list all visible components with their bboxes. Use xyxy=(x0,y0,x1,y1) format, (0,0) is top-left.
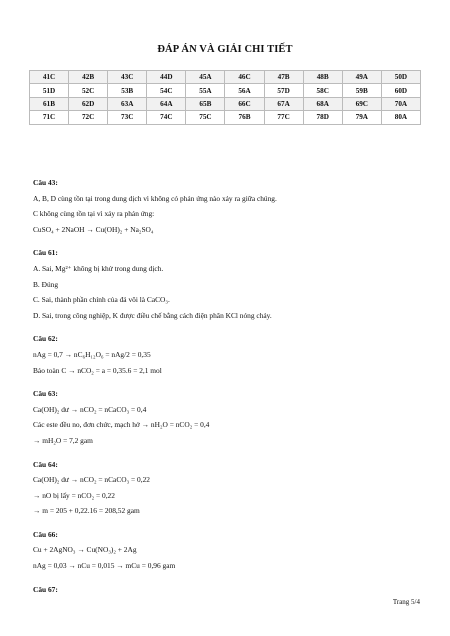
answer-cell: 68A xyxy=(303,97,342,110)
answer-row xyxy=(30,71,421,84)
answer-cell: 52C xyxy=(69,84,108,97)
solution-line: nAg = 0,7 → nC₆H₁₂O₆ = nAg/2 = 0,35 xyxy=(33,349,151,359)
solution-section xyxy=(33,457,422,519)
solution-section xyxy=(33,331,422,378)
answer-cell: 44D xyxy=(147,71,186,84)
answer-cell: 46C xyxy=(225,71,264,84)
answer-row xyxy=(30,111,421,124)
answer-cell: 65B xyxy=(186,97,225,110)
answer-cell: 63A xyxy=(108,97,147,110)
solution-line: Bảo toàn C → nCO₂ = a = 0,35.6 = 2,1 mol xyxy=(33,365,162,375)
answer-cell: 64A xyxy=(147,97,186,110)
solution-line: CuSO₄ + 2NaOH → Cu(OH)₂ + Na₂SO₄ xyxy=(33,224,154,234)
answer-cell: 42B xyxy=(69,71,108,84)
page-title: ĐÁP ÁN VÀ GIẢI CHI TIẾT xyxy=(157,44,293,55)
solution-line: C không cùng tồn tại vì xảy ra phản ứng: xyxy=(33,209,155,219)
solution-section xyxy=(33,245,422,323)
solution-line: nAg = 0,03 → nCu = 0,015 → mCu = 0,96 gam xyxy=(33,561,176,571)
answer-cell: 48B xyxy=(303,71,342,84)
answer-cell: 62D xyxy=(69,97,108,110)
answer-cell: 50D xyxy=(381,71,420,84)
answer-cell: 60D xyxy=(381,84,420,97)
answer-cell: 79A xyxy=(342,111,381,124)
section-heading: Câu 43: xyxy=(33,178,58,187)
answer-cell: 61B xyxy=(30,97,69,110)
section-heading: Câu 66: xyxy=(33,529,58,539)
section-heading: Câu 61: xyxy=(33,248,58,258)
answer-cell: 80A xyxy=(381,111,420,124)
answer-row xyxy=(30,84,421,97)
solution-line: → nO bị lấy = nCO₂ = 0,22 xyxy=(33,490,115,500)
answer-row xyxy=(30,97,421,110)
section-heading: Câu 63: xyxy=(33,389,58,399)
answer-cell: 51D xyxy=(30,84,69,97)
answer-cell: 74C xyxy=(147,111,186,124)
answer-cell: 66C xyxy=(225,97,264,110)
answer-cell: 43C xyxy=(108,71,147,84)
solutions-body xyxy=(33,175,422,605)
page-number: Trang 5/4 xyxy=(392,598,420,606)
solution-section xyxy=(33,386,422,448)
solution-line: B. Đúng xyxy=(33,279,59,289)
answer-cell: 49A xyxy=(342,71,381,84)
solution-line: D. Sai, trong công nghiệp, K được điều chế bằng cách điện phân KCl nóng chảy. xyxy=(33,310,272,320)
answer-cell: 59B xyxy=(342,84,381,97)
answer-cell: 58C xyxy=(303,84,342,97)
answer-cell: 76B xyxy=(225,111,264,124)
solution-line: C. Sai, thành phần chính của đá vôi là CaCO₃. xyxy=(33,295,170,305)
solution-line: Ca(OH)₂ dư → nCO₂ = nCaCO₃ = 0,4 xyxy=(33,404,147,414)
answer-cell: 41C xyxy=(30,71,69,84)
answer-key-table xyxy=(29,70,421,125)
answer-cell: 45A xyxy=(186,71,225,84)
solution-line: Ca(OH)₂ dư → nCO₂ = nCaCO₃ = 0,22 xyxy=(33,475,150,485)
solution-line: A. Sai, Mg²⁺ không bị khử trong dung dịch. xyxy=(33,263,164,273)
section-heading: Câu 64: xyxy=(33,459,58,469)
answer-cell: 71C xyxy=(30,111,69,124)
solution-section xyxy=(33,527,422,574)
answer-cell: 78D xyxy=(303,111,342,124)
answer-cell: 72C xyxy=(69,111,108,124)
solution-line: Cu + 2AgNO₃ → Cu(NO₃)₂ + 2Ag xyxy=(33,545,137,555)
solution-line: Các este đều no, đơn chức, mạch hở → nH₂O = nCO₂ = 0,4 xyxy=(33,420,210,430)
answer-cell: 47B xyxy=(264,71,303,84)
answer-cell: 54C xyxy=(147,84,186,97)
answer-cell: 53B xyxy=(108,84,147,97)
answer-cell: 70A xyxy=(381,97,420,110)
solution-section xyxy=(33,175,422,237)
answer-cell: 67A xyxy=(264,97,303,110)
solution-section xyxy=(33,582,422,598)
answer-cell: 77C xyxy=(264,111,303,124)
section-heading: Câu 67: xyxy=(33,584,58,594)
solution-line: A, B, D cùng tồn tại trong dung dịch vì không có phản ứng nào xảy ra giữa chúng. xyxy=(33,193,277,203)
section-heading: Câu 62: xyxy=(33,334,58,344)
answer-cell: 57D xyxy=(264,84,303,97)
solution-line: → mH₂O = 7,2 gam xyxy=(33,435,93,445)
answer-cell: 56A xyxy=(225,84,264,97)
answer-cell: 55A xyxy=(186,84,225,97)
solution-line: → m = 205 + 0,22.16 = 208,52 gam xyxy=(33,506,140,516)
answer-cell: 73C xyxy=(108,111,147,124)
answer-cell: 75C xyxy=(186,111,225,124)
answer-cell: 69C xyxy=(342,97,381,110)
